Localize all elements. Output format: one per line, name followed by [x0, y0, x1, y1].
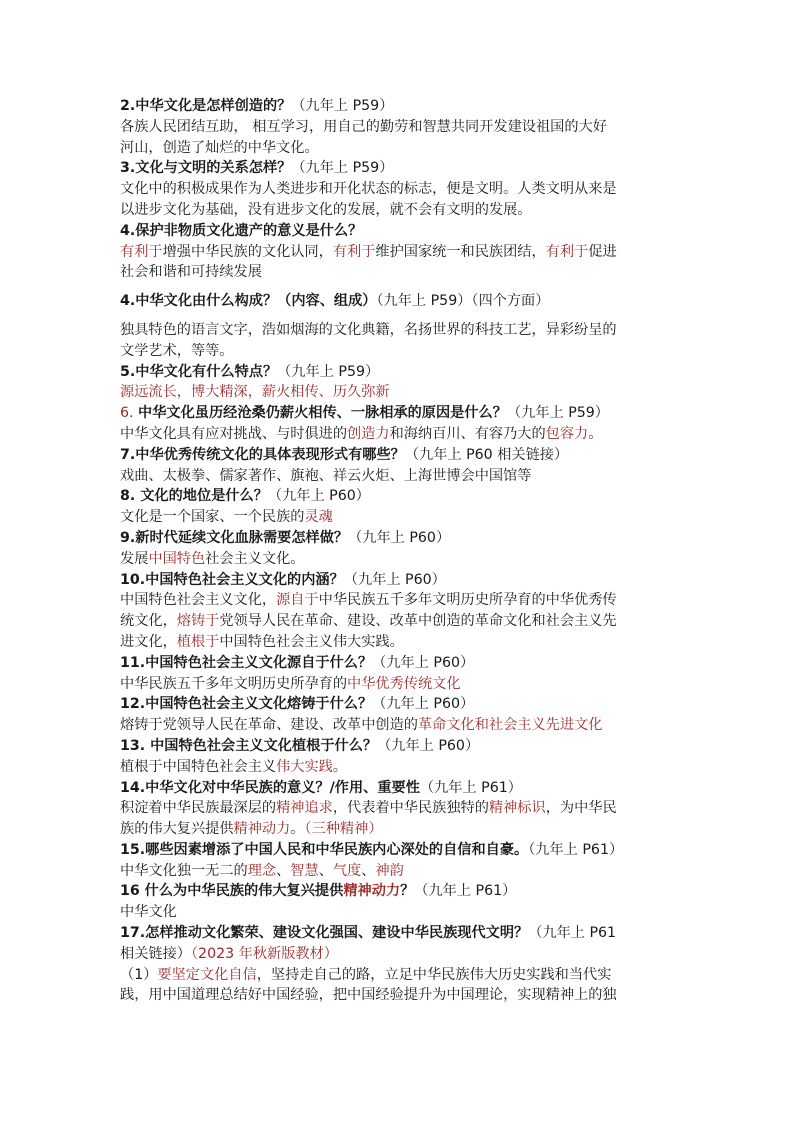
emphasis-text: 理念 — [247, 862, 277, 879]
answer-line — [120, 262, 680, 283]
page-reference: （九年上 P61） — [528, 841, 624, 858]
answer-line — [120, 320, 680, 341]
question-line — [120, 362, 680, 383]
page-reference: （九年上 P61 — [528, 925, 617, 942]
text-run: 族的伟大复兴提供 — [120, 821, 234, 838]
text-run: 党领导人民在革命、建设、改革中创造的革命文化和社会主义先 — [219, 613, 617, 630]
answer-line — [120, 382, 680, 403]
text-run: （1） — [120, 966, 158, 983]
text-run: 中华文化独一无二的 — [120, 862, 248, 879]
text-run: 文化是一个国家、一个民族的 — [120, 509, 305, 526]
paragraph-spacer — [120, 283, 680, 291]
text-run: 河山，创造了灿烂的中华文化。 — [120, 139, 319, 156]
page-reference: （九年上 P59）（四个方面） — [376, 293, 550, 310]
emphasis-text: 气度 — [332, 862, 362, 879]
answer-line — [120, 674, 680, 695]
text-run: 积淀着中华民族最深层的 — [120, 800, 277, 817]
page-reference: （九年上 P61） — [419, 779, 522, 796]
emphasis-text: 精神动力 — [233, 821, 291, 838]
text-run: 进文化， — [120, 633, 177, 650]
emphasis-text: 创造力 — [347, 425, 390, 442]
emphasis-text: 神韵 — [375, 862, 404, 879]
text-run: 10.中国特色社会主义文化的内涵？ — [120, 571, 344, 588]
text-run: 4.保护非物质文化遗产的意义是什么？ — [120, 222, 363, 239]
text-run: 13. 中国特色社会主义文化植根于什么？ — [120, 737, 378, 754]
emphasis-text: 有利于 — [120, 243, 163, 260]
question-line — [120, 528, 680, 549]
emphasis-text: 智慧 — [290, 862, 319, 879]
answer-line — [120, 944, 680, 965]
answer-line — [120, 965, 680, 986]
text-run: 和海纳百川、有容乃大的 — [389, 425, 546, 442]
text-run: 14.中华文化对中华民族的意义？/作用、重要性 — [120, 779, 420, 796]
text-run: 3.文化与文明的关系怎样？ — [120, 160, 292, 177]
answer-line — [120, 632, 680, 653]
question-line — [120, 694, 680, 715]
answer-line — [120, 117, 680, 138]
emphasis-text: 精神追求 — [276, 800, 333, 817]
answer-line — [120, 341, 680, 362]
emphasis-text: 包容力 — [545, 425, 589, 442]
answer-line — [120, 200, 680, 221]
answer-line — [120, 138, 680, 159]
text-run: ？ — [400, 883, 415, 900]
emphasis-text: 有利于 — [332, 243, 376, 260]
answer-line — [120, 590, 680, 611]
text-run: ，坚持走自己的路，立足中华民族伟大历史实践和当代实 — [256, 966, 612, 983]
emphasis-text: 精神动力 — [343, 883, 401, 900]
page-reference: （九年上 P60） — [377, 737, 480, 754]
text-run: 、 — [276, 862, 291, 879]
question-line — [120, 158, 680, 179]
emphasis-text: 有利于 — [545, 243, 589, 260]
question-line — [120, 221, 680, 242]
text-run: 文化中的积极成果作为人类进步和开化状态的标志，便是文明。人类文明从来是 — [120, 181, 617, 198]
text-run: 11.中国特色社会主义文化源自于什么？ — [120, 654, 373, 671]
document-page — [120, 96, 680, 1006]
question-line — [120, 923, 680, 944]
question-line — [120, 778, 680, 799]
text-run: 中国特色社会主义文化， — [120, 592, 277, 609]
answer-line — [120, 985, 680, 1006]
question-line — [120, 840, 680, 861]
text-run: 。 — [290, 821, 305, 838]
page-reference: （九年上 P59） — [277, 363, 380, 380]
text-run: 17.怎样推动文化繁荣、建设文化强国、建设中华民族现代文明？ — [120, 925, 529, 942]
text-run: 中华民族五千多年文明历史所孕育的 — [120, 675, 348, 692]
page-reference: （九年上 P59） — [291, 98, 394, 114]
text-run: 。 — [588, 425, 603, 442]
answer-line — [120, 242, 680, 263]
page-reference: （九年上 P59） — [506, 405, 609, 422]
question-line — [120, 736, 680, 757]
text-run: 中国特色社会主义伟大实践。 — [219, 633, 404, 650]
emphasis-text: 植根于 — [176, 633, 220, 650]
page-reference: （九年上 P59） — [291, 160, 394, 177]
emphasis-text: 中国特色 — [148, 550, 206, 567]
emphasis-text: 中华优秀传统文化 — [347, 675, 461, 692]
emphasis-text: 6. — [120, 405, 139, 422]
emphasis-text: 要坚定文化自信 — [157, 966, 257, 983]
page-reference: （九年上 P61） — [414, 883, 517, 900]
text-run: 维护国家统一和民族团结， — [375, 243, 546, 260]
text-run: 相关链接） — [120, 945, 191, 962]
emphasis-text: 源远流长，博大精深，薪火相传、历久弥新 — [120, 384, 390, 401]
text-run: 16 什么为中华民族的伟大复兴提供 — [120, 883, 344, 900]
text-run: 中华文化 — [120, 904, 177, 921]
question-line — [120, 291, 680, 312]
text-run: 独具特色的语言文字，浩如烟海的文化典籍，名扬世界的科技工艺，异彩纷呈的 — [120, 321, 617, 338]
text-run: 。 — [332, 758, 348, 775]
answer-line — [120, 179, 680, 200]
answer-line — [120, 757, 680, 778]
emphasis-text: 精神标识 — [488, 800, 546, 817]
page-reference: （九年上 P60） — [348, 529, 451, 546]
answer-line — [120, 902, 680, 923]
question-line — [120, 570, 680, 591]
text-run: 2.中华文化是怎样创造的？ — [120, 98, 292, 114]
text-run: 熔铸于党领导人民在革命、建设、改革中创造的 — [120, 717, 418, 734]
answer-line — [120, 819, 680, 840]
text-run: 植根于中国特色社会主义 — [120, 758, 277, 775]
question-line — [120, 403, 680, 424]
page-reference: （九年上 P60） — [372, 696, 475, 713]
page-reference: （九年上 P60） — [267, 488, 370, 505]
text-run: 、 — [361, 862, 376, 879]
text-run: ，代表着中华民族独特的 — [332, 800, 489, 817]
text-run: 8. 文化的地位是什么？ — [120, 488, 268, 505]
emphasis-text: 源自于 — [276, 592, 319, 609]
text-run: 以进步文化为基础，没有进步文化的发展，就不会有文明的发展。 — [120, 201, 532, 218]
text-run: 7.中华优秀传统文化的具体表现形式有哪些？ — [120, 446, 405, 463]
text-run: ，为中华民 — [545, 800, 617, 817]
text-run: 戏曲、太极拳、儒家著作、旗袍、祥云火炬、上海世博会中国馆等 — [120, 467, 532, 484]
answer-line — [120, 466, 680, 487]
emphasis-text: （2023 年秋新版教材） — [190, 945, 338, 962]
emphasis-text: 熔铸于 — [176, 613, 220, 630]
question-line — [120, 881, 680, 902]
text-run: 15.哪些因素增添了中国人民和中华民族内心深处的自信和自豪。 — [120, 841, 529, 858]
question-line — [120, 486, 680, 507]
page-reference: （九年上 P60） — [372, 654, 475, 671]
text-run: 发展 — [120, 550, 149, 567]
question-line — [120, 653, 680, 674]
text-run: 9.新时代延续文化血脉需要怎样做？ — [120, 529, 349, 546]
emphasis-text: 灵魂 — [304, 509, 333, 526]
text-run: 社会主义文化。 — [205, 550, 305, 567]
emphasis-text: （三种精神） — [304, 821, 383, 838]
text-run: 社会和谐和可持续发展 — [120, 264, 262, 281]
emphasis-text: 革命文化和社会主义先进文化 — [417, 717, 603, 734]
answer-line — [120, 549, 680, 570]
text-run: 4.中华文化由什么构成？（内容、组成） — [120, 293, 377, 310]
answer-line — [120, 861, 680, 882]
text-run: 中华文化具有应对挑战、与时俱进的 — [120, 425, 348, 442]
page-reference: （九年上 P60） — [343, 571, 446, 588]
question-line — [120, 445, 680, 466]
text-run: 12.中国特色社会主义文化熔铸于什么？ — [120, 696, 373, 713]
answer-line — [120, 798, 680, 819]
answer-line — [120, 715, 680, 736]
text-run: 促进 — [588, 243, 617, 260]
text-run: 文学艺术，等等。 — [120, 342, 234, 359]
page-reference: （九年上 P60 相关链接） — [404, 446, 569, 463]
answer-line — [120, 611, 680, 632]
text-run: 各族人民团结互助， 相互学习，用自己的勤劳和智慧共同开发建设祖国的大好 — [120, 118, 607, 135]
paragraph-spacer — [120, 312, 680, 320]
answer-line — [120, 424, 680, 445]
question-line — [120, 96, 680, 117]
text-run: 中华文化虽历经沧桑仍薪火相传、一脉相承的原因是什么？ — [138, 405, 507, 422]
text-run: 增强中华民族的文化认同， — [162, 243, 333, 260]
text-run: 5.中华文化有什么特点？ — [120, 363, 278, 380]
text-run: 统文化， — [120, 613, 177, 630]
answer-line — [120, 507, 680, 528]
emphasis-text: 伟大实践 — [276, 758, 333, 775]
text-run: 中华民族五千多年文明历史所孕育的中华优秀传 — [318, 592, 617, 609]
text-run: 践，用中国道理总结好中国经验，把中国经验提升为中国理论，实现精神上的独 — [120, 987, 617, 1004]
text-run: 、 — [318, 862, 333, 879]
